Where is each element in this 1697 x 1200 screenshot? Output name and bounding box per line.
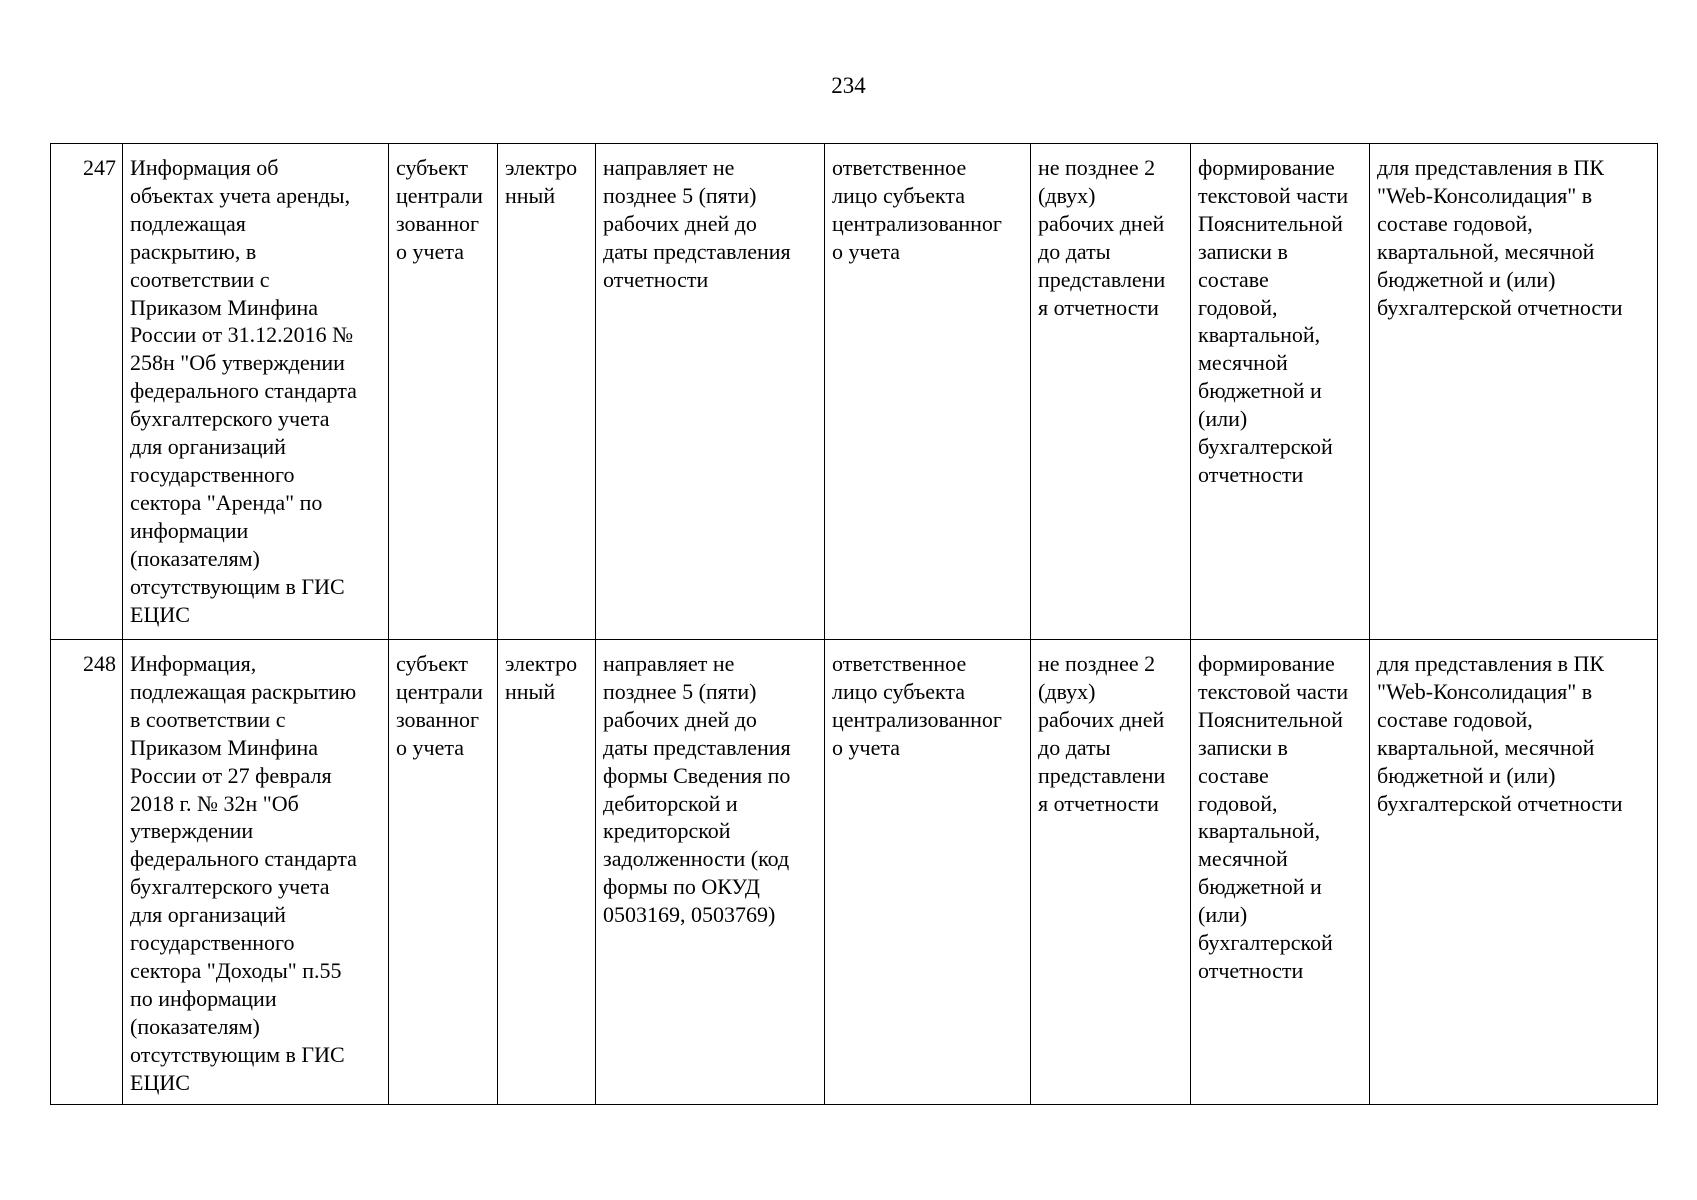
term-cell: не позднее 2 (двух) рабочих дней до даты представлени я отчетности xyxy=(1031,640,1191,1105)
form-cell: электро нный xyxy=(498,640,596,1105)
subject-cell: субъект централи зованног о учета xyxy=(389,640,498,1105)
page-number: 234 xyxy=(831,73,866,98)
table-row xyxy=(51,640,1658,1105)
action-cell: формирование текстовой части Пояснительной записки в составе годовой, квартальной, месячной бюджетной и (или) бухгалтерской отчетности xyxy=(1191,144,1370,640)
information-name-cell: Информация об объектах учета аренды, подлежащая раскрытию, в соответствии с Приказом Минфина России от 31.12.2016 № 258н "Об утверждении федерального стандарта бухгалтерского учета для организаций государственного сектора "Аренда" по информации (показателям) отсутствующим в ГИС ЕЦИС xyxy=(123,144,389,640)
information-name-cell: Информация, подлежащая раскрытию в соответствии с Приказом Минфина России от 27 февраля 2018 г. № 32н "Об утверждении федерального стандарта бухгалтерского учета для организаций государственного сектора "Доходы" п.55 по информации (показателям) отсутствующим в ГИС ЕЦИС xyxy=(123,640,389,1105)
responsible-cell: ответственное лицо субъекта централизованног о учета xyxy=(825,144,1031,640)
purpose-cell: для представления в ПК "Web-Консолидация" в составе годовой, квартальной, месячной бюджетной и (или) бухгалтерской отчетности xyxy=(1370,640,1658,1105)
term-cell: не позднее 2 (двух) рабочих дней до даты представлени я отчетности xyxy=(1031,144,1191,640)
row-number-cell: 248 xyxy=(51,640,123,1105)
form-cell: электро нный xyxy=(498,144,596,640)
purpose-cell: для представления в ПК "Web-Консолидация" в составе годовой, квартальной, месячной бюджетной и (или) бухгалтерской отчетности xyxy=(1370,144,1658,640)
row-number-cell: 247 xyxy=(51,144,123,640)
table-row xyxy=(51,144,1658,640)
responsible-cell: ответственное лицо субъекта централизованног о учета xyxy=(825,640,1031,1105)
deadline-cell: направляет не позднее 5 (пяти) рабочих дней до даты представления формы Сведения по дебиторской и кредиторской задолженности (код формы по ОКУД 0503169, 0503769) xyxy=(596,640,825,1105)
action-cell: формирование текстовой части Пояснительной записки в составе годовой, квартальной, месячной бюджетной и (или) бухгалтерской отчетности xyxy=(1191,640,1370,1105)
document-table xyxy=(50,143,1658,1105)
subject-cell: субъект централи зованног о учета xyxy=(389,144,498,640)
deadline-cell: направляет не позднее 5 (пяти) рабочих дней до даты представления отчетности xyxy=(596,144,825,640)
